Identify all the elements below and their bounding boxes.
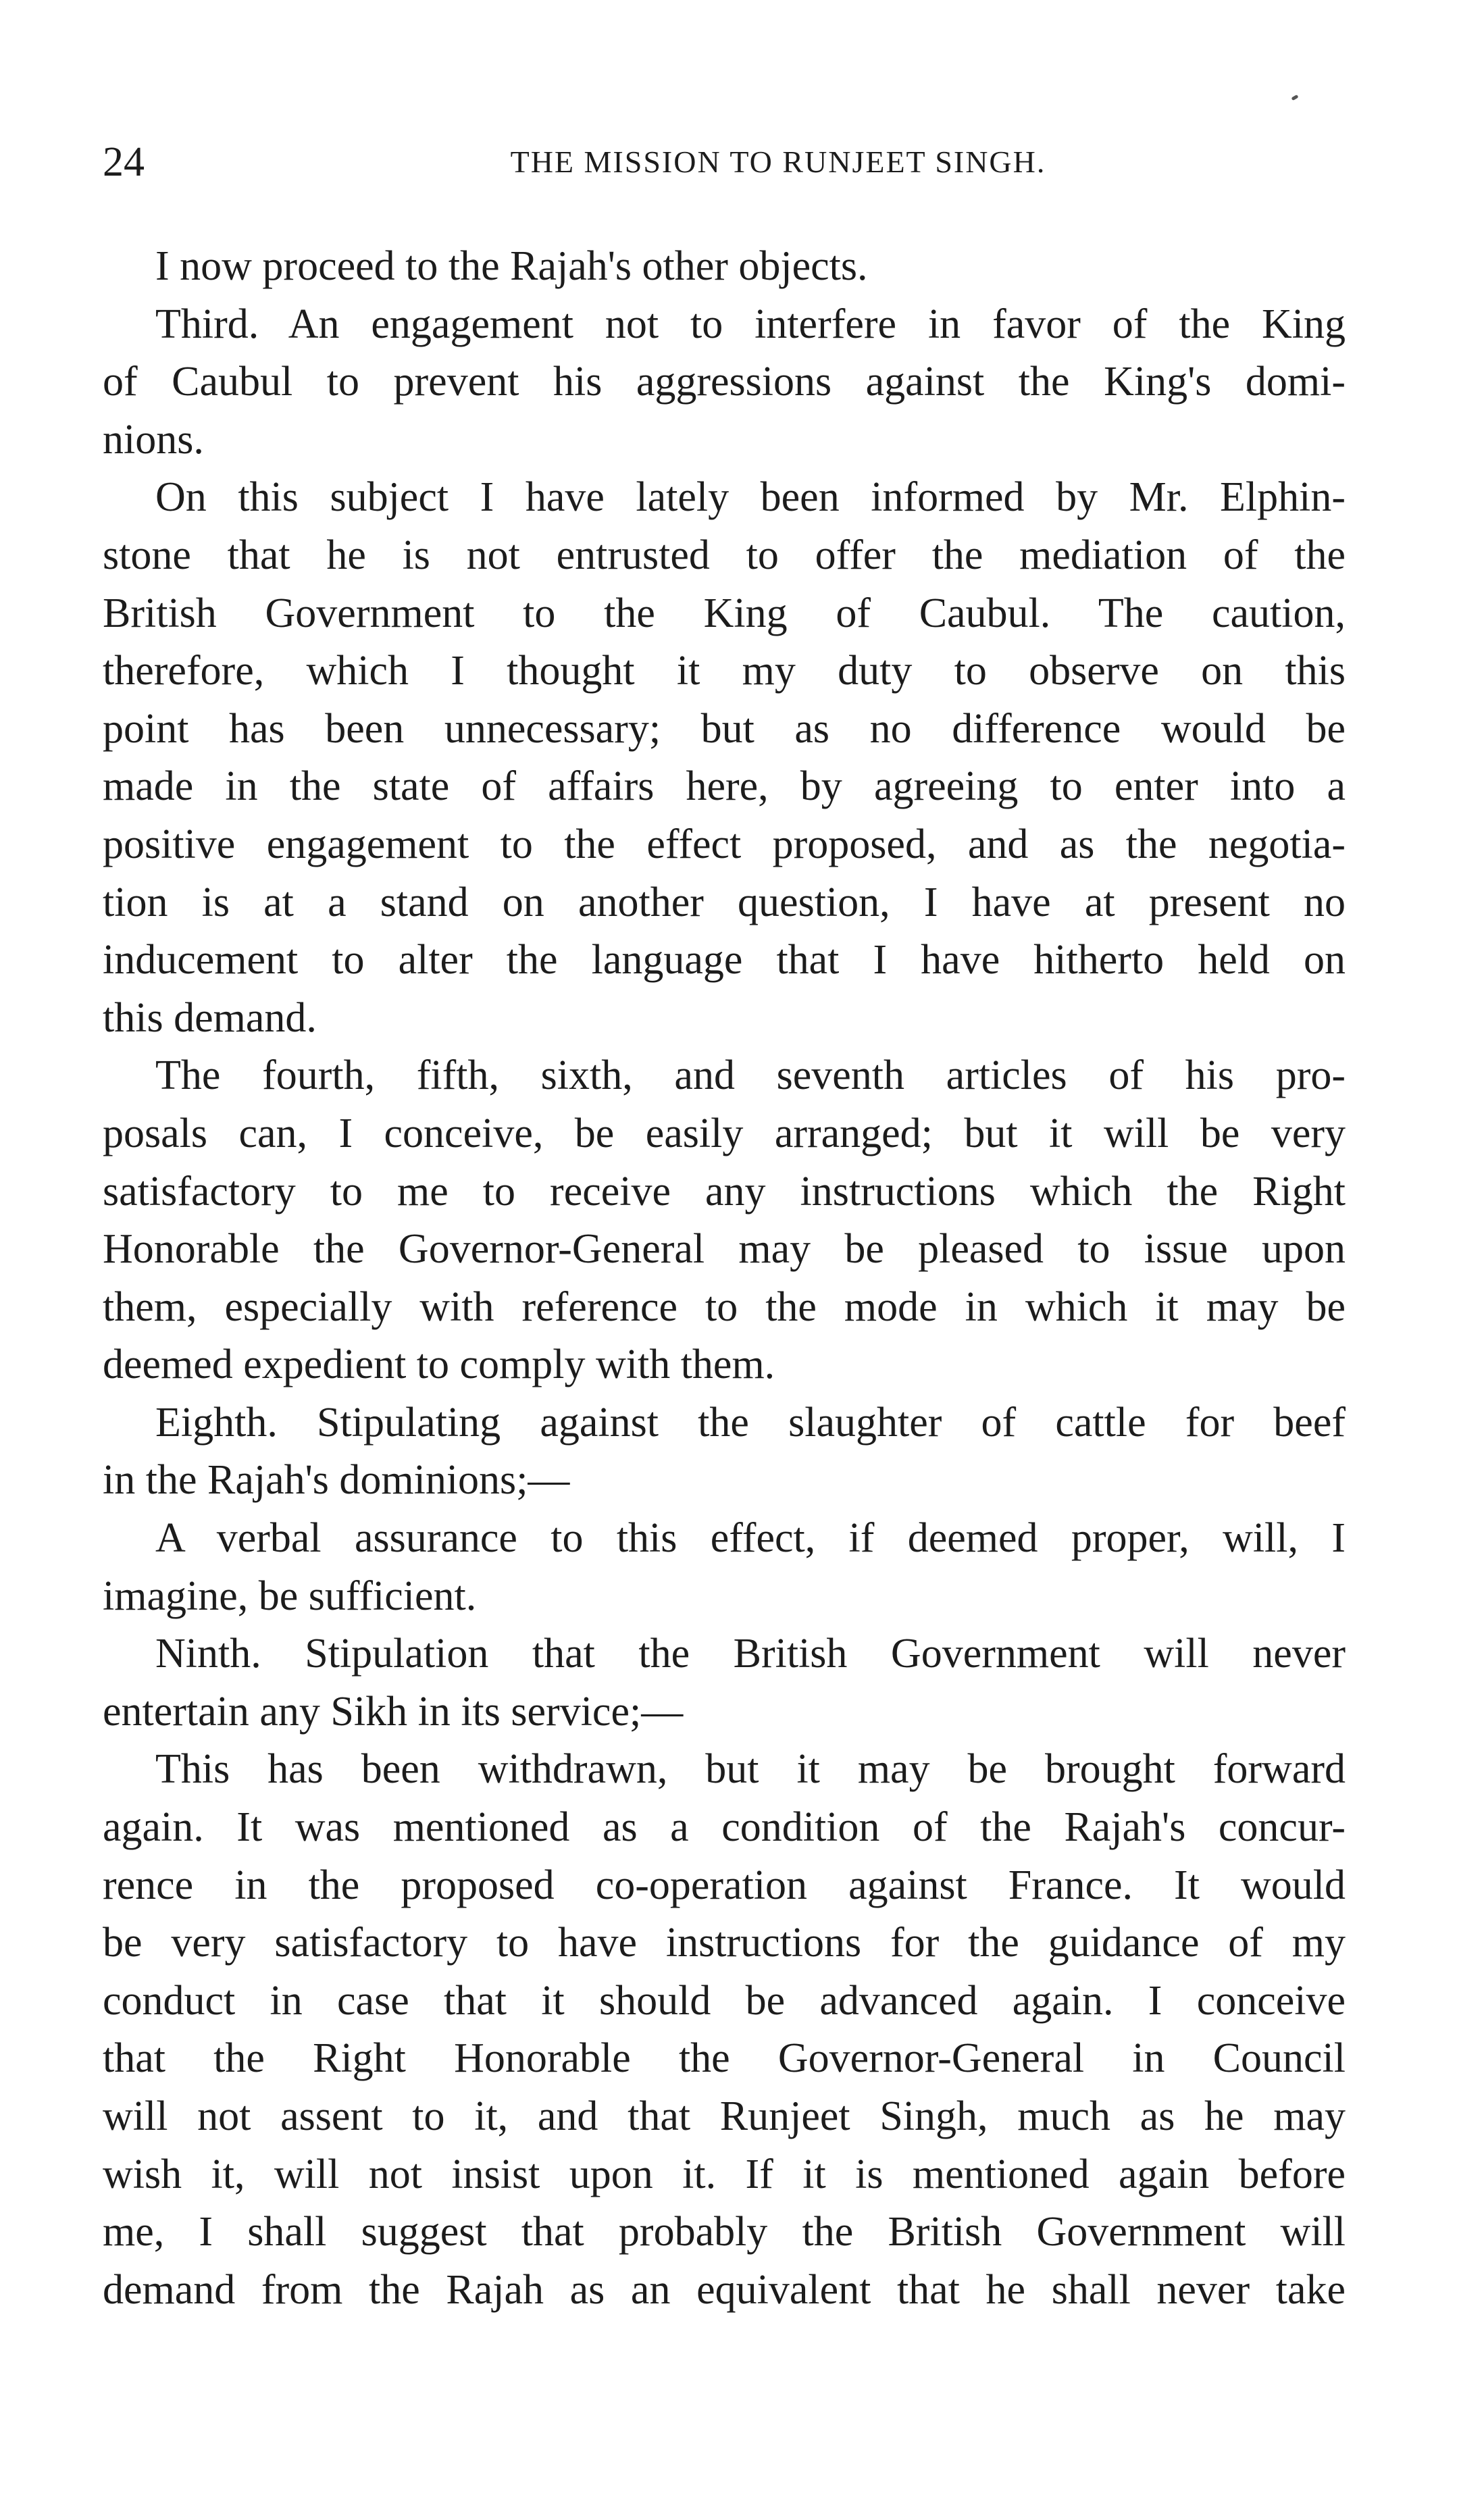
text-line: Eighth. Stipulating against the slaughter of cattle for beef (155, 1399, 1346, 1446)
text-line: deemed expedient to comply with them. (103, 1342, 775, 1388)
text-line: inducement to alter the language that I have hitherto held on (103, 937, 1346, 984)
text-line: will not assent to it, and that Runjeet Singh, much as he may (103, 2093, 1346, 2139)
body-text (103, 238, 1346, 2319)
text-line: Honorable the Governor-General may be pleased to issue upon (103, 1226, 1346, 1273)
text-line: point has been unnecessary; but as no difference would be (103, 705, 1346, 752)
text-line: Ninth. Stipulation that the British Government will never (155, 1631, 1346, 1677)
text-line: therefore, which I thought it my duty to observe on this (103, 648, 1346, 694)
page-header (103, 135, 1346, 189)
text-line: tion is at a stand on another question, I have at present no (103, 879, 1346, 925)
text-line: of Caubul to prevent his aggressions against the King's domi- (103, 359, 1346, 405)
text-line: This has been withdrawn, but it may be brought forward (155, 1746, 1346, 1793)
text-line: On this subject I have lately been informed by Mr. Elphin- (155, 474, 1346, 521)
ink-speck (1291, 95, 1298, 101)
text-line: Third. An engagement not to interfere in favor of the King (155, 301, 1346, 347)
text-line: stone that he is not entrusted to offer the mediation of the (103, 532, 1346, 578)
text-line: again. It was mentioned as a condition of the Rajah's concur- (103, 1804, 1346, 1851)
text-line: them, especially with reference to the mode in which it may be (103, 1283, 1346, 1330)
text-line: nions. (103, 416, 204, 463)
text-line: made in the state of affairs here, by agreeing to enter into a (103, 763, 1346, 810)
text-line: wish it, will not insist upon it. If it is mentioned again before (103, 2151, 1346, 2197)
text-line: posals can, I conceive, be easily arranged; but it will be very (103, 1110, 1346, 1156)
text-line: British Government to the King of Caubul. The caution, (103, 590, 1346, 636)
text-line: satisfactory to me to receive any instructions which the Right (103, 1168, 1346, 1215)
text-line: me, I shall suggest that probably the British Government will (103, 2209, 1346, 2255)
text-line: The fourth, fifth, sixth, and seventh articles of his pro- (155, 1052, 1346, 1099)
text-line: conduct in case that it should be advanced again. I conceive (103, 1977, 1346, 2024)
text-line: be very satisfactory to have instructions for the guidance of my (103, 1920, 1346, 1966)
text-line: that the Right Honorable the Governor-General in Council (103, 2035, 1346, 2082)
text-line: I now proceed to the Rajah's other objects. (155, 243, 868, 289)
text-line: demand from the Rajah as an equivalent that he shall never take (103, 2266, 1346, 2313)
page-number: 24 (103, 139, 145, 185)
text-line: positive engagement to the effect proposed, and as the negotia- (103, 821, 1346, 867)
text-line: rence in the proposed co-operation against France. It would (103, 1862, 1346, 1908)
text-line: this demand. (103, 994, 317, 1041)
text-line: imagine, be sufficient. (103, 1573, 477, 1619)
text-line: in the Rajah's dominions;— (103, 1457, 570, 1504)
running-head: THE MISSION TO RUNJEET SINGH. (510, 145, 1046, 179)
text-line: entertain any Sikh in its service;— (103, 1688, 684, 1735)
text-line: A verbal assurance to this effect, if deemed proper, will, I (155, 1515, 1346, 1562)
